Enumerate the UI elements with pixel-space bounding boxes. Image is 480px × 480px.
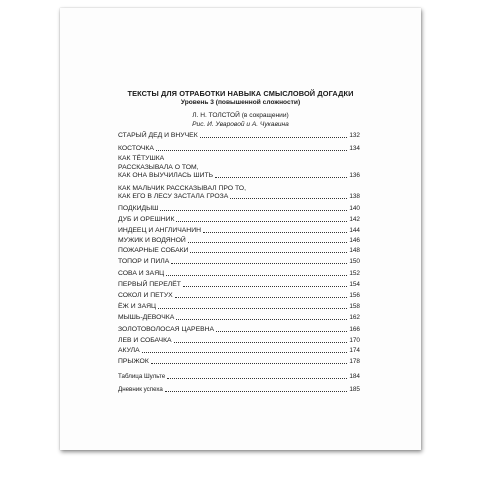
toc-entry-title: АКУЛА [118,347,140,354]
toc-page-number: 185 [349,386,360,393]
toc-dot-leader [175,297,348,298]
toc-page-number: 154 [349,281,360,288]
toc-entry-title: Дневник успеха [118,386,163,393]
toc-entry-title: ПОЖАРНЫЕ СОБАКИ [118,247,189,254]
toc-page-number: 156 [349,292,360,299]
author-line: Л. Н. ТОЛСТОЙ (в сокращении) [192,112,289,119]
toc-entry-title: ИНДЕЕЦ И АНГЛИЧАНИН [118,227,202,234]
toc-entry-title: КАК ЕГО В ЛЕСУ ЗАСТАЛА ГРОЗА [118,193,229,200]
toc-dot-leader [203,232,347,233]
toc-entry[interactable] [118,172,360,180]
toc-entry-line [118,164,360,172]
toc-dot-leader [160,210,347,211]
toc-page-number: 142 [349,216,360,223]
toc-dot-leader [183,286,347,287]
toc-entry-title: КОСТОЧКА [118,145,154,152]
toc-page-number: 178 [349,358,360,365]
toc-entry-title: СОКОЛ И ПЕТУХ [118,292,173,299]
toc-page-number: 140 [349,205,360,212]
illustrator-line: Рис. И. Уваровой и А. Чукавина [192,121,289,128]
toc-entry[interactable] [118,216,360,224]
toc-page-number: 184 [349,373,360,380]
toc-entry[interactable] [118,258,360,266]
toc-page-number: 152 [349,270,360,277]
toc-page-number: 166 [349,326,360,333]
toc-page-number: 134 [349,145,360,152]
toc-entry[interactable] [118,292,360,300]
toc-page-number: 150 [349,258,360,265]
toc-dot-leader [167,378,347,379]
toc-dot-leader [215,177,347,178]
toc-entry-title: ПРЫЖОК [118,358,149,365]
toc-dot-leader [200,137,348,138]
toc-entry[interactable] [118,373,360,381]
toc-dot-leader [176,221,347,222]
toc-entry-title: КАК ОНА ВЫУЧИЛАСЬ ШИТЬ [118,172,214,179]
toc-entry-title: МЫШЬ-ДЕВОЧКА [118,314,175,321]
toc-dot-leader [216,331,347,332]
toc-dot-leader [230,198,347,199]
toc-entry[interactable] [118,337,360,345]
toc-entry-title: ПОДКИДЫШ [118,205,159,212]
toc-entry-title: ЁЖ И ЗАЯЦ [118,303,157,310]
document-title: ТЕКСТЫ ДЛЯ ОТРАБОТКИ НАВЫКА СМЫСЛОВОЙ ДОГАДКИ [127,89,354,98]
book-page [60,8,421,450]
toc-entry[interactable] [118,247,360,255]
toc-page-number: 146 [349,237,360,244]
toc-entry[interactable] [118,270,360,278]
toc-dot-leader [142,352,348,353]
toc-dot-leader [171,263,347,264]
toc-entry[interactable] [118,237,360,245]
toc-entry[interactable] [118,358,360,366]
toc-entry[interactable] [118,314,360,322]
toc-entry[interactable] [118,145,360,153]
toc-page-number: 148 [349,247,360,254]
toc-dot-leader [190,252,347,253]
toc-page-number: 174 [349,347,360,354]
toc-entry-title: ЛЕВ И СОБАЧКА [118,337,172,344]
toc-entry-title: ПЕРВЫЙ ПЕРЕЛЁТ [118,281,181,288]
toc-entry-title: ДУБ И ОРЕШНИК [118,216,175,223]
toc-dot-leader [176,319,347,320]
toc-entry-title: СОВА И ЗАЯЦ [118,270,165,277]
toc-entry-title: МУЖИК И ВОДЯНОЙ [118,237,186,244]
toc-page-number: 132 [349,132,360,139]
toc-dot-leader [165,391,347,392]
document-subtitle: Уровень 3 (повышенной сложности) [180,99,301,106]
toc-page-number: 144 [349,227,360,234]
toc-entry-title: СТАРЫЙ ДЕД И ВНУЧЕК [118,132,198,139]
toc-entry-title: ТОПОР И ПИЛА [118,258,170,265]
toc-page-number: 158 [349,303,360,310]
toc-entry-title: КАК МАЛЬЧИК РАССКАЗЫВАЛ ПРО ТО, [118,184,246,192]
toc-entry-title: Таблица Шульте [118,373,166,380]
toc-dot-leader [188,242,348,243]
toc-entry[interactable] [118,281,360,289]
toc-entry[interactable] [118,303,360,311]
toc-entry-line [118,185,360,193]
toc-dot-leader [158,308,347,309]
toc-entry[interactable] [118,193,360,201]
toc-dot-leader [166,275,347,276]
toc-page-number: 170 [349,337,360,344]
toc-dot-leader [174,342,348,343]
toc-entry[interactable] [118,227,360,235]
toc-entry-title: РАССКАЗЫВАЛА О ТОМ, [118,163,199,171]
toc-entry[interactable] [118,326,360,334]
toc-entry-line [118,155,360,163]
toc-page-number: 136 [349,172,360,179]
toc-entry[interactable] [118,132,360,140]
toc-entry[interactable] [118,205,360,213]
toc-entry[interactable] [118,347,360,355]
toc-entry-title: ЗОЛОТОВОЛОСАЯ ЦАРЕВНА [118,326,215,333]
toc-dot-leader [151,363,348,364]
toc-entry-title: КАК ТЁТУШКА [118,155,165,162]
toc-page-number: 138 [349,193,360,200]
toc-dot-leader [156,150,347,151]
toc-entry[interactable] [118,386,360,394]
toc-page-number: 162 [349,314,360,321]
